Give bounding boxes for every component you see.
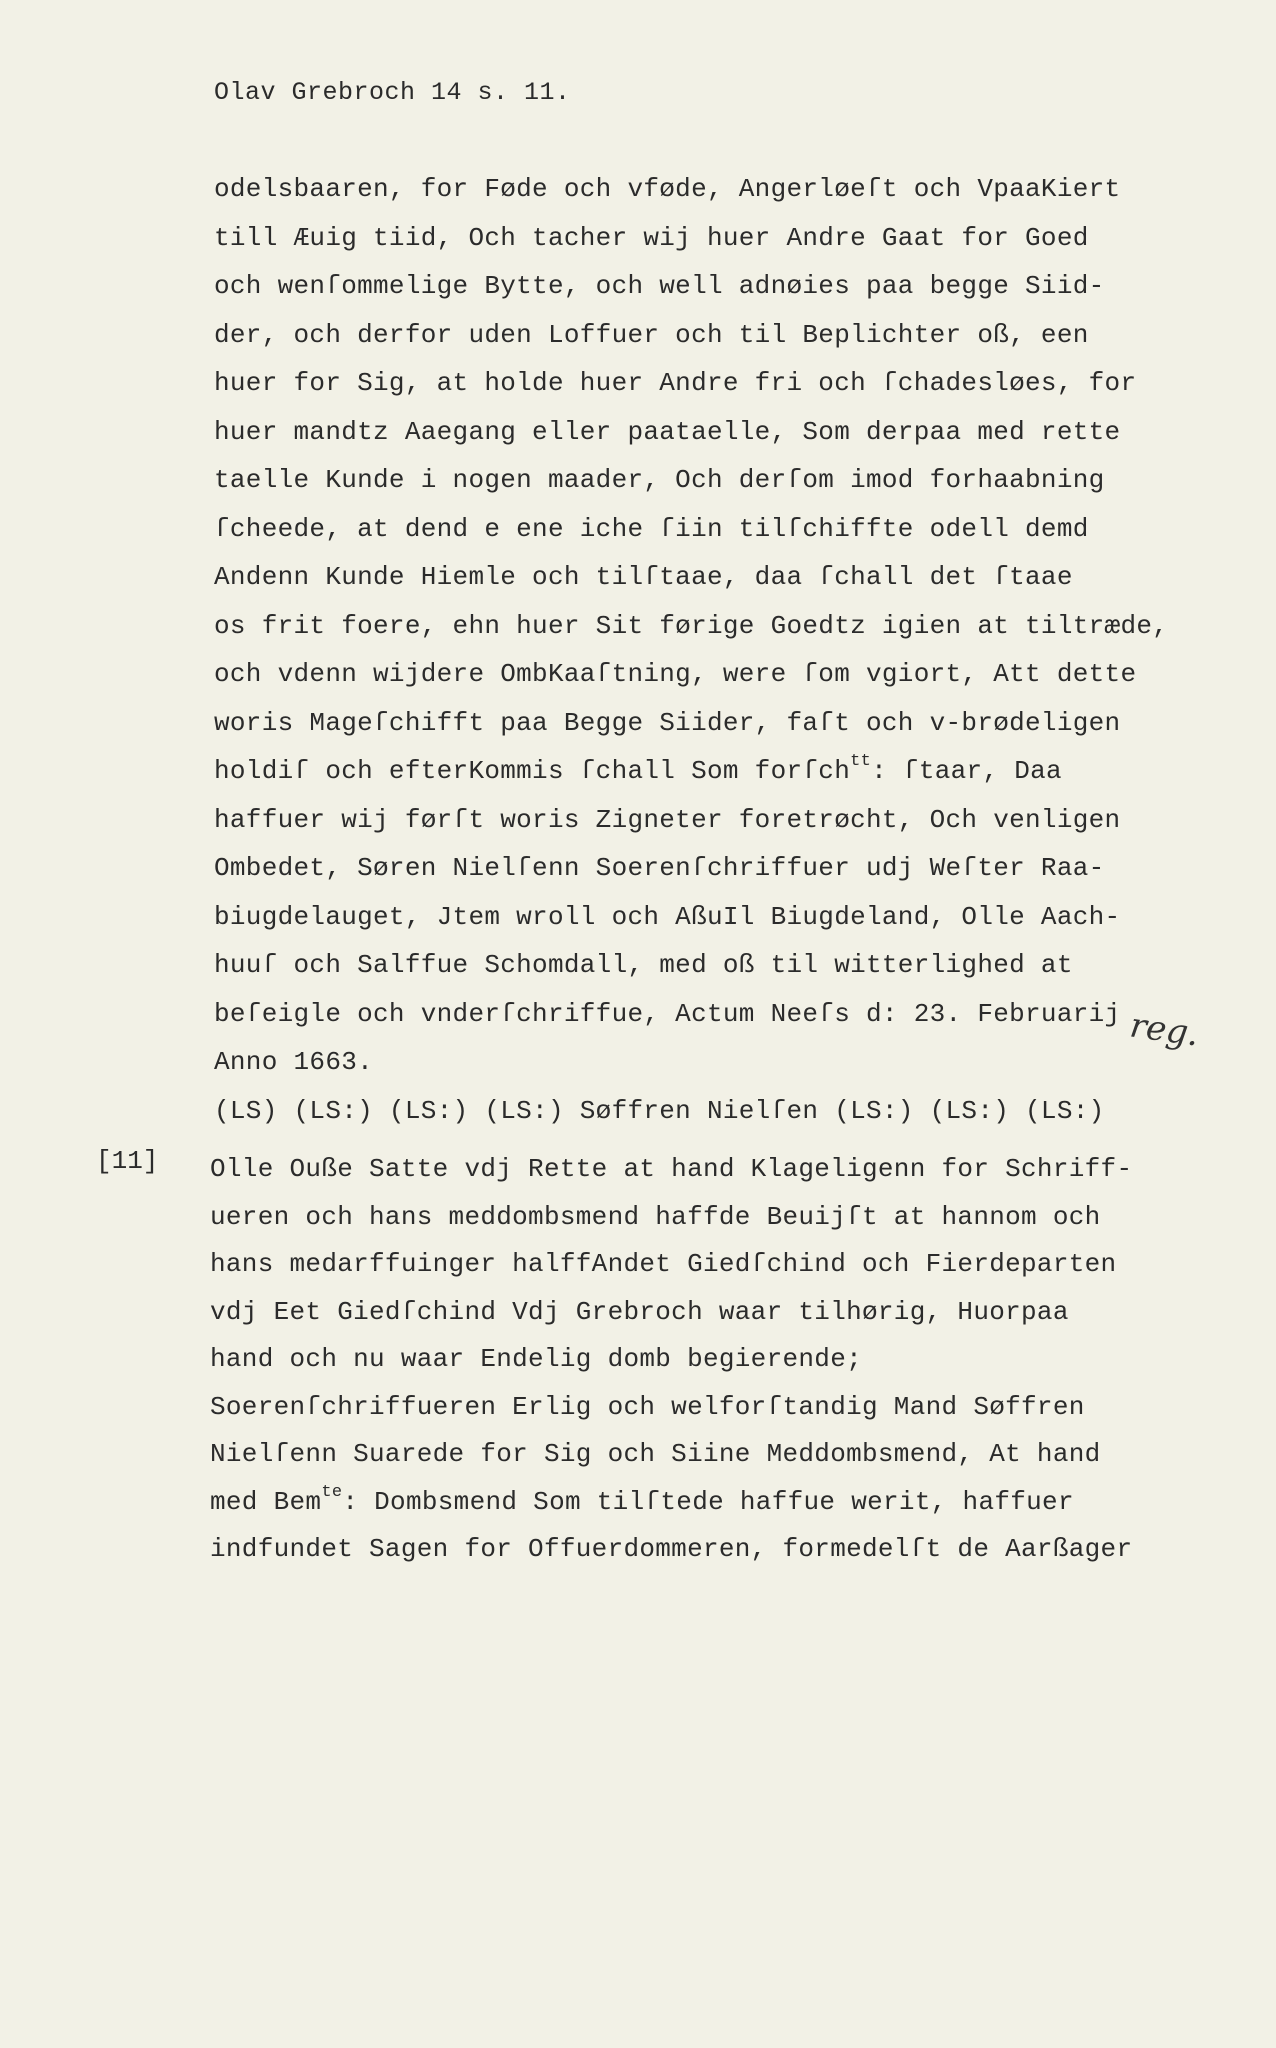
text-line: Nielſenn Suarede for Sig och Siine Meddombsmend, At hand <box>210 1439 1101 1469</box>
text-line: huer for Sig, at holde huer Andre fri och ſchadesløes, for <box>214 368 1137 398</box>
text-line: och vdenn wijdere OmbKaaſtning, were ſom vgiort, Att dette <box>214 659 1137 689</box>
text-line: woris Mageſchifft paa Begge Siider, faſt och v-brødeligen <box>214 707 1121 738</box>
text-line: odelsbaaren, for Føde och vføde, Angerløeſt och VpaaKiert <box>214 174 1121 204</box>
text-line: vdj Eet Giedſchind Vdj Grebroch waar tilhørig, Huorpaa <box>210 1296 1069 1327</box>
text-line: haffuer wij førſt woris Zigneter foretrøcht, Och venligen <box>214 804 1121 835</box>
text-line: och wenſommelige Bytte, och well adnøies paa begge Siid- <box>214 271 1105 301</box>
text-line: till Æuig tiid, Och tacher wij huer Andre Gaat for Goed <box>214 222 1089 253</box>
text-line: huer mandtz Aaegang eller paataelle, Som derpaa med rette <box>214 416 1121 447</box>
text-line: huuſ och Salffue Schomdall, med oß til witterlighed at <box>214 950 1073 980</box>
text-line: ſcheede, at dend e ene iche ſiin tilſchiffte odell demd <box>214 513 1089 544</box>
text-line: holdiſ och efterKommis ſchall Som forſch$^{tt}$: ſtaar, Daa <box>214 752 1062 786</box>
text-line: hand och nu waar Endelig domb begierende; <box>210 1344 863 1374</box>
text-line: os frit foere, ehn huer Sit førige Goedtz igien at tiltræde, <box>214 610 1169 641</box>
text-line: (LS) (LS:) (LS:) (LS:) Søffren Nielſen (LS:) (LS:) (LS:) <box>214 1095 1105 1126</box>
margin-note: reg. <box>1127 1005 1202 1055</box>
text-line: med Bem$^{te}$: Dombsmend Som tilſtede haffue werit, haffuer <box>210 1482 1074 1517</box>
text-line: Olle Ouße Satte vdj Rette at hand Klageligenn for Schriff- <box>210 1154 1133 1184</box>
text-line: Andenn Kunde Hiemle och tilſtaae, daa ſchall det ſtaae <box>214 562 1073 592</box>
text-line: Soerenſchriffueren Erlig och welforſtandig Mand Søffren <box>210 1391 1085 1422</box>
text-line: beſeigle och vnderſchriffue, Actum Neeſs d: 23. Februarij <box>214 998 1121 1029</box>
text-line: ueren och hans meddombsmend haffde Beuijſt at hannom och <box>210 1201 1101 1232</box>
text-line: Anno 1663. <box>214 1047 374 1077</box>
text-line: taelle Kunde i nogen maader, Och derſom imod forhaabning <box>214 465 1105 495</box>
text-line: hans medarffuinger halffAndet Giedſchind och Fierdeparten <box>210 1249 1117 1279</box>
text-line: Ombedet, Søren Nielſenn Soerenſchriffuer udj Weſter Raa- <box>214 853 1105 883</box>
text-line: der, och derfor uden Loffuer och til Beplichter oß, een <box>214 319 1089 350</box>
margin-number: [11] <box>96 1146 159 1176</box>
text-line: biugdelauget, Jtem wroll och AßuIl Biugdeland, Olle Aach- <box>214 901 1121 932</box>
text-line: indfundet Sagen for Offuerdommeren, formedelſt de Aarßager <box>210 1534 1133 1564</box>
page-header: Olav Grebroch 14 s. 11. <box>214 78 571 107</box>
